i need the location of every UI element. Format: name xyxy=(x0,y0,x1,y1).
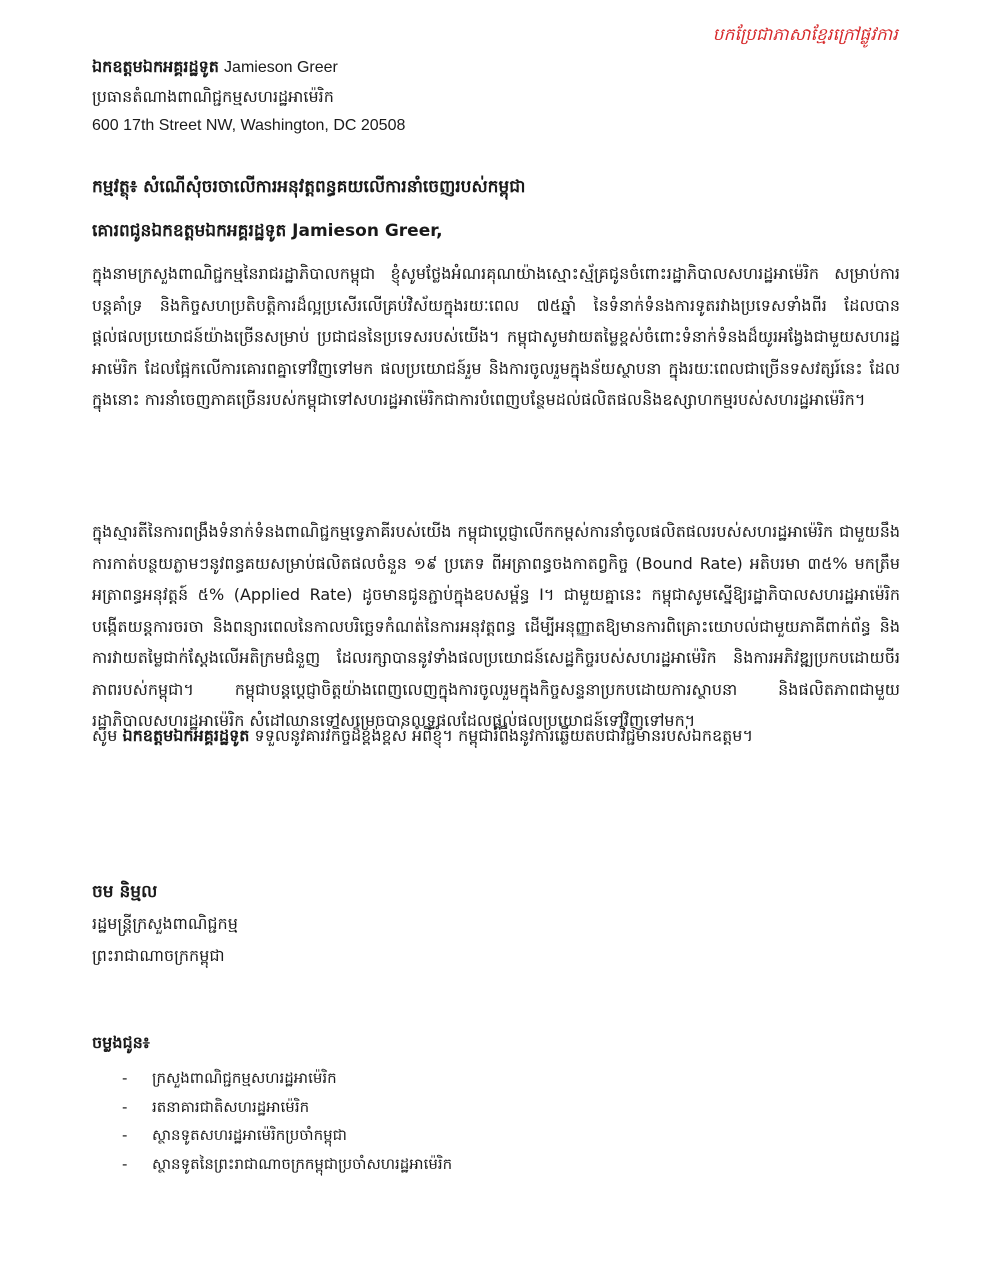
addressee-position: ប្រធានតំណាងពាណិជ្ជកម្មសហរដ្ឋអាម៉េរិក xyxy=(92,87,334,106)
cc-block xyxy=(92,1028,900,1178)
addressee-title-line xyxy=(92,52,900,82)
cc-bullet: - xyxy=(122,1126,128,1144)
cc-item-text: រតនាគារជាតិសហរដ្ឋអាម៉េរិក xyxy=(152,1097,310,1116)
addressee-honorific: ឯកឧត្តមឯកអគ្គរដ្ឋទូត xyxy=(92,57,219,76)
body-paragraph-2: ក្នុងស្មារតីនៃការពង្រឹងទំនាក់ទំនងពាណិជ្ជកម្មទ្វេភាគីរបស់យើង កម្ពុជាប្តេជ្ញាលើកកម្ពស់ការនាំចូលផលិតផលរបស់សហរដ្ឋអាម៉េរិក ជាមួយនឹងការកាត់បន្ថយភ្លាមៗនូវពន្ធគយសម្រាប់ផលិតផលចំនួន ១៩ ប្រភេទ ពីអត្រាពន្ធចងកាតព្វកិច្ច (Bound Rate) អតិបរមា ៣៥% មកត្រឹមអត្រាពន្ធអនុវត្តន៍ ៥% (Applied Rate) ដូចមានជូនភ្ជាប់ក្នុងឧបសម្ព័ន្ធ I។ ជាមួយគ្នានេះ កម្ពុជាសូមស្នើឱ្យរដ្ឋាភិបាលសហរដ្ឋអាម៉េរិក បង្កើតយន្តការចរចា និងពន្យារពេលនៃកាលបរិច្ឆេទកំណត់នៃការអនុវត្តពន្ធ ដើម្បីអនុញ្ញាតឱ្យមានការពិគ្រោះយោបល់ជាមួយភាគីពាក់ព័ន្ធ និងការវាយតម្លៃជាក់ស្តែងលើអតិក្រមជំនួញ ដែលរក្សាបាននូវទាំងផលប្រយោជន៍សេដ្ឋកិច្ចរបស់សហរដ្ឋអាម៉េរិក និងការអភិវឌ្ឍប្រកបដោយចីរភាពរបស់កម្ពុជា។ កម្ពុជាបន្តប្តេជ្ញាចិត្តយ៉ាងពេញលេញក្នុងការចូលរួមក្នុងកិច្ចសន្ទនាប្រកបដោយការស្ថាបនា និងផលិតភាពជាមួយរដ្ឋាភិបាលសហរដ្ឋអាម៉េរិក សំដៅឈានទៅសម្រេចបានលទ្ធផលដែលផ្តល់ផលប្រយោជន៍ទៅវិញទៅមក។ xyxy=(92,522,900,730)
cc-title: ចម្លងជូន៖ xyxy=(92,1033,150,1052)
cc-item xyxy=(122,1121,900,1150)
closing-prefix: សូម xyxy=(92,726,118,745)
cc-bullet: - xyxy=(122,1069,128,1087)
letter-salutation: គោរពជូនឯកឧត្តមឯកអគ្គរដ្ឋទូត Jamieson Greer, xyxy=(92,221,443,241)
closing-honorific: ឯកឧត្តមឯកអគ្គរដ្ឋទូត xyxy=(122,726,250,745)
cc-bullet: - xyxy=(122,1097,128,1116)
cc-bullet: - xyxy=(122,1154,128,1173)
addressee-name: Jamieson Greer xyxy=(224,59,338,76)
cc-item xyxy=(122,1064,900,1093)
translation-note: បកប្រែជាភាសាខ្មែរក្រៅផ្លូវការ xyxy=(712,25,898,45)
signatory-position: រដ្ឋមន្ត្រីក្រសួងពាណិជ្ជកម្ម xyxy=(92,914,238,933)
signature-block xyxy=(92,876,900,972)
cc-item xyxy=(122,1150,900,1179)
cc-list xyxy=(92,1064,900,1178)
body-paragraph-1: ក្នុងនាមក្រសួងពាណិជ្ជកម្មនៃរាជរដ្ឋាភិបាលកម្ពុជា ខ្ញុំសូមថ្លែងអំណរគុណយ៉ាងស្មោះស្ម័គ្រជូនចំពោះរដ្ឋាភិបាលសហរដ្ឋអាម៉េរិក សម្រាប់ការបន្តគាំទ្រ និងកិច្ចសហប្រតិបត្តិការដ៏ល្អប្រសើរលើគ្រប់វិស័យក្នុងរយៈពេល ៧៥ឆ្នាំ នៃទំនាក់ទំនងការទូតរវាងប្រទេសទាំងពីរ ដែលបានផ្តល់ផលប្រយោជន៍យ៉ាងច្រើនសម្រាប់ ប្រជាជននៃប្រទេសរបស់យើង។ កម្ពុជាសូមវាយតម្លៃខ្ពស់ចំពោះទំនាក់ទំនងដ៏យូរអង្វែងជាមួយសហរដ្ឋអាម៉េរិក ដែលផ្អែកលើការគោរពគ្នាទៅវិញទៅមក ផលប្រយោជន៍រួម និងការចូលរួមក្នុងន័យស្ថាបនា ក្នុងរយៈពេលជាច្រើនទសវត្សរ៍នេះ ដែលក្នុងនោះ ការនាំចេញភាគច្រើនរបស់កម្ពុជាទៅសហរដ្ឋអាម៉េរិកជាការបំពេញបន្ថែមដល់ផលិតផលនិងឧស្សាហកម្មរបស់សហរដ្ឋអាម៉េរិក។ xyxy=(92,264,900,409)
letter-subject: កម្មវត្ថុ៖ សំណើសុំចរចាលើការអនុវត្តពន្ធគយលើការនាំចេញរបស់កម្ពុជា xyxy=(92,177,526,197)
cc-item xyxy=(122,1093,900,1122)
closing-text: ទទួលនូវគារវកិច្ចដ៏ខ្ពង់ខ្ពស់ អំពីខ្ញុំ។ កម្ពុជារំពឹងនូវការឆ្លើយតបជាវិជ្ជមានរបស់ឯកឧត្តម។ xyxy=(254,726,753,745)
signatory-organization: ព្រះរាជាណាចក្រកម្ពុជា xyxy=(92,946,225,965)
body-paragraph-3 xyxy=(92,720,900,752)
addressee-address: 600 17th Street NW, Washington, DC 20508 xyxy=(92,117,406,134)
cc-item-text: ក្រសួងពាណិជ្ជកម្មសហរដ្ឋអាម៉េរិក xyxy=(152,1069,337,1087)
cc-item-text: ស្ថានទូតនៃព្រះរាជាណាចក្រកម្ពុជាប្រចាំសហរដ្ឋអាម៉េរិក xyxy=(152,1154,453,1173)
cc-item-text: ស្ថានទូតសហរដ្ឋអាម៉េរិកប្រចាំកម្ពុជា xyxy=(152,1126,347,1144)
signatory-name: ចម និម្មល xyxy=(92,882,158,902)
addressee-block xyxy=(92,52,900,140)
